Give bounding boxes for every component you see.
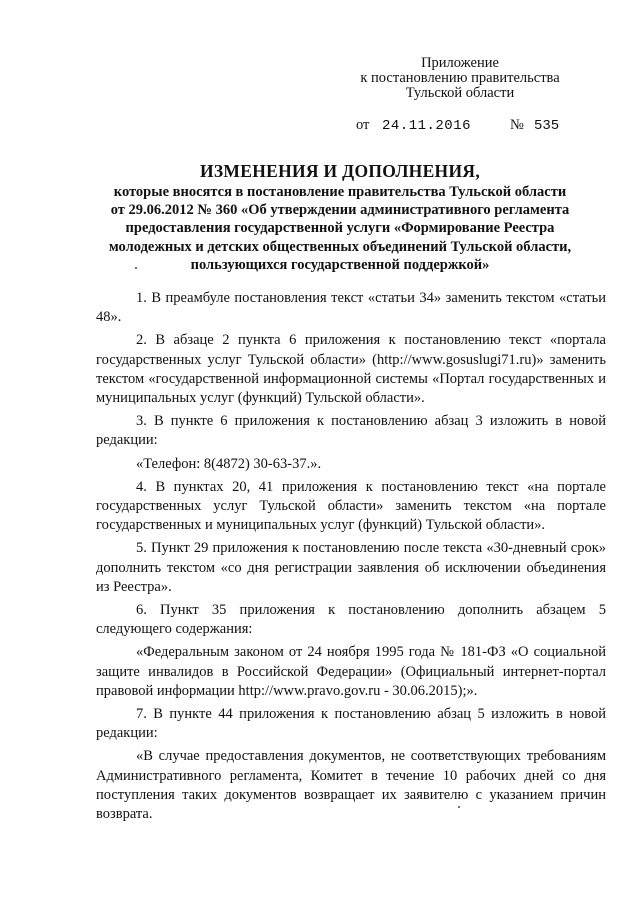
title-sub-line: молодежных и детских общественных объединений Тульской области, [108,238,572,255]
appendix-header [360,56,560,101]
document-date: 24.11.2016 [382,118,472,134]
paragraph-7: 7. В пункте 44 приложения к постановлению абзац 5 изложить в новой редакции: [96,706,606,742]
quote-phone: «Телефон: 8(4872) 30-63-37.». [136,455,322,472]
scan-speck [135,267,137,269]
appendix-line-1: Приложение [421,55,499,71]
paragraph-5: 5. Пункт 29 приложения к постановлению после текста «30-дневный срок» дополнить текстом «со дня регистрации заявления об исключении объединения из Реестра». [96,540,606,595]
number-sign: № [510,117,524,133]
quote-return-documents: «В случае предоставления документов, не соответствующих требованиям Административного регламента, Комитет в течение 10 рабочих дней со дня поступления таких документов возвращает их заявителю с указанием причин возврата. [96,748,606,823]
quote-federal-law: «Федеральным законом от 24 ноября 1995 года № 181-ФЗ «О социальной защите инвалидов в Российской Федерации» (Официальный интернет-портал правовой информации http://www.pravo.gov.ru - 30.06.2015);». [96,644,606,699]
paragraph-3: 3. В пункте 6 приложения к постановлению абзац 3 изложить в новой редакции: [96,413,606,449]
paragraph-6: 6. Пункт 35 приложения к постановлению дополнить абзацем 5 следующего содержания: [96,602,606,638]
title-sub-line: пользующихся государственной поддержкой» [190,256,490,273]
paragraph-2: 2. В абзаце 2 пункта 6 приложения к постановлению текст «портала государственных услуг Тульской области» (http://www.gosuslugi71.ru)» заменить текстом «государственной информационной системы «Портал государственных и муниципальных услуг (функций) Тульской области». [96,332,606,407]
appendix-line-3: Тульской области [405,85,515,101]
title-sub-line: от 29.06.2012 № 360 «Об утверждении административного регламента [110,202,570,219]
date-prefix: от [356,117,370,133]
appendix-line-2: к постановлению правительства [360,70,560,86]
title-subtitle [80,183,600,274]
document-title [80,160,600,274]
paragraph-4: 4. В пунктах 20, 41 приложения к постановлению текст «на портале государственных услуг Тульской области» заменить текстом «на портале государственных и муниципальных услуг (функций) Тульской области». [96,478,606,534]
document-date-row [356,117,586,135]
title-main: ИЗМЕНЕНИЯ И ДОПОЛНЕНИЯ, [199,161,480,181]
paragraph-1: 1. В преамбуле постановления текст «статьи 34» заменить текстом «статьи 48». [96,290,606,326]
title-sub-line: предоставления государственной услуги «Формирование Реестра [125,220,555,237]
document-body [96,289,606,828]
title-sub-line: которые вносятся в постановление правительства Тульской области [113,184,567,200]
document-number: 535 [534,118,560,134]
